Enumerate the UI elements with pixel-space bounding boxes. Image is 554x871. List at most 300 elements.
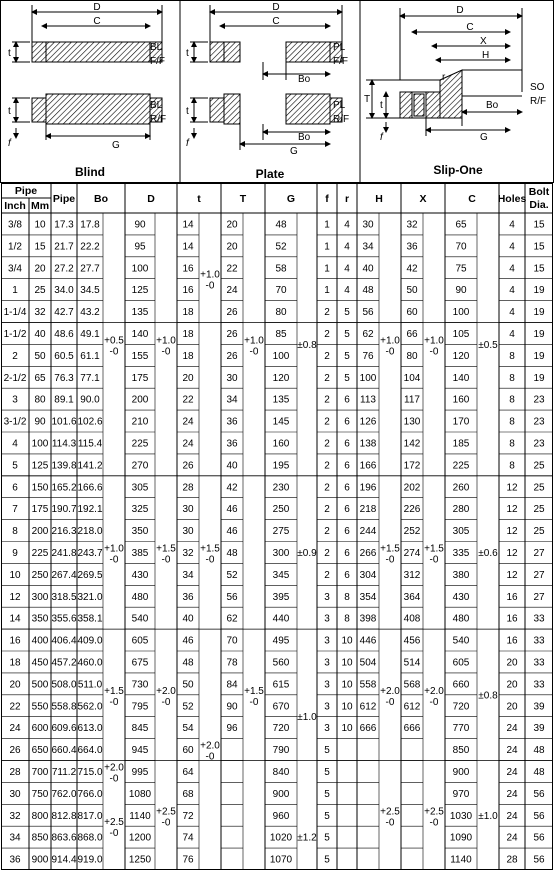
cell-d-21: 730	[131, 679, 149, 691]
cell-t-13: 46	[226, 504, 238, 516]
cell-boltdia-3: 19	[533, 285, 545, 297]
cell-x-19: 456	[403, 635, 421, 647]
cell-g-14: 275	[272, 526, 290, 538]
cell-holes-14: 12	[506, 526, 518, 538]
cell-d-9: 210	[131, 416, 149, 428]
cell-mm-5: 40	[34, 328, 46, 340]
cell-holes-4: 4	[509, 307, 515, 319]
cell-holes-11: 8	[509, 460, 515, 472]
cell-holes-16: 12	[506, 569, 518, 581]
cell-g-3: 70	[275, 285, 287, 297]
cell-mm-23: 600	[31, 723, 49, 735]
cell-x-2: 42	[406, 263, 418, 275]
label-pl-rf-2: R/F	[333, 114, 350, 125]
cell-g-23: 720	[272, 723, 290, 735]
cell-c-28: 1090	[449, 832, 473, 844]
tolerance-h-21-b: -0	[385, 817, 395, 829]
cell-pipe-8: 89.1	[54, 394, 74, 406]
cell-h-11: 166	[359, 460, 377, 472]
cell-h-4: 56	[362, 307, 374, 319]
cell-inch-18: 14	[9, 613, 21, 625]
cell-r-12: 6	[344, 482, 350, 494]
tolerance-x-22-b: -0	[429, 346, 439, 358]
cell-t-6: 26	[226, 350, 238, 362]
cell-pipe-18: 355.6	[51, 613, 77, 625]
cell-h-5: 62	[362, 328, 374, 340]
cell-f-19: 3	[324, 635, 330, 647]
tolerance-t-11: +2.0	[200, 740, 220, 752]
cell-h-16: 304	[359, 569, 377, 581]
tolerance-c-27: ±0.6	[478, 547, 498, 559]
tolerance-h-20-b: -0	[385, 696, 395, 708]
cell-f-11: 2	[324, 460, 330, 472]
cell-t-14: 46	[226, 526, 238, 538]
cell-f-18: 3	[324, 613, 330, 625]
cell-g-5: 85	[275, 328, 287, 340]
cell-h-22: 612	[359, 701, 377, 713]
tolerance-t-13: +1.5	[244, 685, 264, 697]
cell-c-23: 770	[452, 723, 470, 735]
cell-bo-28: 868.0	[77, 832, 103, 844]
tolerance-d-6: +1.5	[156, 543, 176, 555]
cell-x-7: 104	[403, 372, 421, 384]
cell-t-12: 42	[226, 482, 238, 494]
so-dim-c: C	[466, 22, 474, 33]
cell-boltdia-19: 33	[533, 635, 545, 647]
tolerance-t-10: +1.5	[200, 543, 220, 555]
cell-g-15: 300	[272, 547, 290, 559]
cell-inch-5: 1-1/2	[3, 328, 27, 340]
cell-h-20: 504	[359, 657, 377, 669]
cell-d-20: 675	[131, 657, 149, 669]
cell-inch-7: 2-1/2	[3, 372, 27, 384]
cell-t-13: 30	[182, 504, 194, 516]
cell-t-11: 26	[182, 460, 194, 472]
cell-t-15: 48	[226, 547, 238, 559]
cell-t-18: 40	[182, 613, 194, 625]
cell-x-0: 32	[406, 219, 418, 231]
cell-inch-24: 26	[9, 745, 21, 757]
cell-t-9: 36	[226, 416, 238, 428]
cell-f-16: 2	[324, 569, 330, 581]
cell-c-10: 185	[452, 438, 470, 450]
cell-t-9: 24	[182, 416, 194, 428]
cell-r-13: 6	[344, 504, 350, 516]
cell-x-17: 364	[403, 591, 421, 603]
cell-inch-29: 36	[9, 854, 21, 866]
cell-f-10: 2	[324, 438, 330, 450]
cell-c-17: 430	[452, 591, 470, 603]
cell-boltdia-21: 33	[533, 679, 545, 691]
cell-mm-29: 900	[31, 854, 49, 866]
cell-d-1: 95	[134, 241, 146, 253]
cell-t-26: 68	[182, 788, 194, 800]
cell-holes-17: 16	[506, 591, 518, 603]
cell-d-10: 225	[131, 438, 149, 450]
cell-t-29: 76	[182, 854, 194, 866]
cell-c-9: 170	[452, 416, 470, 428]
cell-pipe-1: 21.7	[54, 241, 74, 253]
cell-c-4: 100	[452, 307, 470, 319]
cell-c-18: 480	[452, 613, 470, 625]
cell-bo-21: 511.0	[77, 679, 103, 691]
cell-c-3: 90	[455, 285, 467, 297]
cell-bo-18: 358.1	[77, 613, 103, 625]
cell-g-27: 960	[272, 810, 290, 822]
cell-c-29: 1140	[450, 854, 472, 866]
cell-bo-17: 321.0	[77, 591, 103, 603]
plate-dim-bo2: Bo	[298, 132, 311, 143]
cell-inch-19: 16	[9, 635, 21, 647]
cell-c-2: 75	[455, 263, 467, 275]
header-bolt-dia-2: Dia.	[529, 199, 549, 211]
tolerance-c-29: ±1.0	[478, 810, 498, 822]
cell-holes-7: 8	[509, 372, 515, 384]
tolerance-x-23: +1.5	[424, 543, 444, 555]
tolerance-d-7-b: -0	[161, 696, 171, 708]
cell-pipe-23: 609.6	[51, 723, 77, 735]
cell-mm-13: 175	[31, 504, 49, 516]
tolerance-h-18-b: -0	[385, 346, 395, 358]
cell-r-3: 4	[344, 285, 350, 297]
cell-inch-25: 28	[9, 766, 21, 778]
cell-g-6: 100	[272, 350, 290, 362]
tolerance-bo-0-b: -0	[109, 346, 119, 358]
cell-boltdia-27: 56	[533, 810, 545, 822]
tolerance-bo-2: +1.5	[104, 685, 124, 697]
cell-mm-6: 50	[34, 350, 46, 362]
tolerance-h-21: +2.5	[380, 806, 400, 818]
header-mm: Mm	[30, 200, 50, 212]
cell-t-20: 78	[226, 657, 238, 669]
header-r: r	[344, 193, 350, 205]
cell-f-24: 5	[324, 745, 330, 757]
cell-g-21: 615	[272, 679, 290, 691]
cell-boltdia-8: 23	[533, 394, 545, 406]
cell-f-26: 5	[324, 788, 330, 800]
cell-r-11: 6	[344, 460, 350, 472]
label-bl-ff-2: F/F	[150, 56, 165, 67]
cell-x-14: 252	[403, 526, 421, 538]
cell-pipe-0: 17.3	[54, 219, 74, 231]
cell-c-22: 720	[452, 701, 470, 713]
cell-x-13: 226	[403, 504, 421, 516]
cell-boltdia-23: 39	[533, 723, 545, 735]
so-dim-bo: Bo	[486, 100, 499, 111]
cell-pipe-7: 76.3	[54, 372, 74, 384]
cell-r-2: 4	[344, 263, 350, 275]
caption-plate: Plate	[255, 167, 285, 181]
cell-t-0: 14	[182, 219, 194, 231]
cell-r-14: 6	[344, 526, 350, 538]
tolerance-bo-1: +1.0	[104, 543, 124, 555]
header-inch: Inch	[4, 200, 26, 212]
cell-boltdia-2: 15	[533, 263, 545, 275]
tolerance-g-14: ±0.8	[297, 339, 317, 351]
cell-bo-10: 115.4	[77, 438, 103, 450]
cell-inch-22: 22	[9, 701, 21, 713]
cell-mm-25: 700	[31, 766, 49, 778]
header-t: t	[197, 193, 201, 205]
cell-mm-16: 250	[31, 569, 49, 581]
cell-inch-23: 24	[9, 723, 21, 735]
cell-r-19: 10	[341, 635, 353, 647]
cell-d-23: 845	[131, 723, 149, 735]
cell-g-0: 48	[275, 219, 287, 231]
cell-holes-26: 24	[506, 788, 518, 800]
cell-r-21: 10	[341, 679, 353, 691]
cell-f-29: 5	[324, 854, 330, 866]
cell-t-10: 24	[182, 438, 194, 450]
tolerance-t-11-b: -0	[205, 751, 215, 763]
cell-g-24: 790	[272, 745, 290, 757]
cell-holes-6: 8	[509, 350, 515, 362]
blind-diagram	[8, 2, 166, 179]
cell-d-15: 385	[131, 547, 149, 559]
cell-h-2: 40	[362, 263, 374, 275]
cell-f-9: 2	[324, 416, 330, 428]
cell-mm-9: 90	[34, 416, 46, 428]
cell-pipe-3: 34.0	[54, 285, 74, 297]
cell-d-6: 155	[131, 350, 149, 362]
plate-dim-c: C	[272, 16, 280, 27]
cell-d-8: 200	[131, 394, 149, 406]
cell-d-29: 1250	[128, 854, 152, 866]
tolerance-t-13-b: -0	[249, 696, 259, 708]
cell-pipe-22: 558.8	[51, 701, 77, 713]
tolerance-h-18: +1.0	[380, 335, 400, 347]
tolerance-bo-0: +0.5	[104, 335, 124, 347]
cell-boltdia-12: 25	[533, 482, 545, 494]
cell-x-5: 66	[406, 328, 418, 340]
cell-bo-14: 218.0	[77, 526, 103, 538]
cell-bo-15: 243.7	[77, 547, 103, 559]
cell-f-20: 3	[324, 657, 330, 669]
cell-boltdia-20: 33	[533, 657, 545, 669]
cell-holes-5: 4	[509, 328, 515, 340]
tolerance-d-6-b: -0	[161, 554, 171, 566]
cell-c-13: 280	[452, 504, 470, 516]
cell-boltdia-22: 39	[533, 701, 545, 713]
cell-pipe-6: 60.5	[54, 350, 74, 362]
cell-t-8: 22	[182, 394, 194, 406]
cell-h-3: 48	[362, 285, 374, 297]
cell-h-9: 126	[359, 416, 377, 428]
header-c: C	[468, 193, 476, 205]
tolerance-x-25-b: -0	[429, 817, 439, 829]
cell-f-22: 3	[324, 701, 330, 713]
cell-t-25: 64	[182, 766, 194, 778]
cell-r-10: 6	[344, 438, 350, 450]
cell-t-22: 52	[182, 701, 194, 713]
label-so-2: R/F	[530, 96, 547, 107]
cell-mm-10: 100	[31, 438, 49, 450]
cell-mm-24: 650	[31, 745, 49, 757]
cell-holes-1: 4	[509, 241, 515, 253]
slip-on-diagram	[364, 5, 546, 177]
tolerance-x-25: +2.5	[424, 806, 444, 818]
cell-h-21: 558	[359, 679, 377, 691]
label-pl-rf-1: PL	[333, 100, 346, 111]
cell-g-17: 395	[272, 591, 290, 603]
cell-mm-3: 25	[34, 285, 46, 297]
cell-g-20: 560	[272, 657, 290, 669]
header-pipe: Pipe	[52, 193, 76, 205]
cell-holes-13: 12	[506, 504, 518, 516]
cell-pipe-29: 914.4	[51, 854, 77, 866]
cell-g-22: 670	[272, 701, 290, 713]
cell-t-11: 40	[226, 460, 238, 472]
cell-bo-26: 766.0	[77, 788, 103, 800]
cell-t-7: 30	[226, 372, 238, 384]
cell-boltdia-24: 48	[533, 745, 545, 757]
cell-holes-8: 8	[509, 394, 515, 406]
cell-holes-21: 20	[506, 679, 518, 691]
cell-t-0: 20	[226, 219, 238, 231]
so-dim-h: H	[482, 50, 490, 61]
cell-pipe-15: 241.8	[51, 547, 77, 559]
cell-t-18: 62	[226, 613, 238, 625]
tolerance-bo-3-b: -0	[109, 773, 119, 785]
tolerance-x-23-b: -0	[429, 554, 439, 566]
cell-d-11: 270	[131, 460, 149, 472]
cell-bo-8: 90.0	[80, 394, 100, 406]
cell-r-18: 8	[344, 613, 350, 625]
header-g: G	[286, 193, 296, 205]
cell-mm-12: 150	[31, 482, 49, 494]
cell-holes-20: 20	[506, 657, 518, 669]
cell-g-26: 900	[272, 788, 290, 800]
cell-pipe-12: 165.2	[51, 482, 77, 494]
cell-holes-22: 20	[506, 701, 518, 713]
cell-bo-24: 664.0	[77, 745, 103, 757]
cell-bo-13: 192.1	[77, 504, 103, 516]
cell-mm-4: 32	[34, 307, 46, 319]
cell-c-21: 660	[452, 679, 470, 691]
cell-r-1: 4	[344, 241, 350, 253]
cell-h-17: 354	[359, 591, 377, 603]
cell-c-24: 850	[452, 745, 470, 757]
cell-holes-10: 8	[509, 438, 515, 450]
cell-inch-0: 3/8	[8, 219, 22, 231]
tolerance-h-20: +2.0	[380, 685, 400, 697]
cell-t-5: 26	[226, 328, 238, 340]
cell-h-6: 76	[362, 350, 374, 362]
cell-bo-6: 61.1	[80, 350, 100, 362]
cell-pipe-26: 762.0	[51, 788, 77, 800]
cell-bo-7: 77.1	[80, 372, 100, 384]
cell-t-4: 26	[226, 307, 238, 319]
cell-mm-7: 65	[34, 372, 46, 384]
label-bl-ff-1: BL	[150, 42, 163, 53]
cell-holes-19: 16	[506, 635, 518, 647]
cell-d-3: 125	[131, 285, 149, 297]
cell-f-8: 2	[324, 394, 330, 406]
cell-mm-1: 15	[34, 241, 46, 253]
cell-pipe-13: 190.7	[51, 504, 77, 516]
cell-f-7: 2	[324, 372, 330, 384]
plate-dim-f: f	[186, 138, 189, 149]
cell-r-16: 6	[344, 569, 350, 581]
cell-d-12: 305	[131, 482, 149, 494]
cell-t-2: 16	[182, 263, 194, 275]
so-dim-x: X	[480, 36, 487, 47]
flange-diagrams	[0, 0, 554, 183]
cell-pipe-20: 457.2	[51, 657, 77, 669]
cell-bo-19: 409.0	[77, 635, 103, 647]
cell-h-19: 446	[359, 635, 377, 647]
so-dim-t: t	[380, 100, 383, 111]
cell-c-16: 380	[452, 569, 470, 581]
tolerance-h-19-b: -0	[385, 554, 395, 566]
cell-t-22: 90	[226, 701, 238, 713]
cell-boltdia-17: 27	[533, 591, 545, 603]
cell-g-16: 345	[272, 569, 290, 581]
cell-bo-3: 34.5	[80, 285, 100, 297]
cell-mm-8: 80	[34, 394, 46, 406]
cell-f-25: 5	[324, 766, 330, 778]
dim-label-g: G	[112, 140, 120, 151]
cell-bo-5: 49.1	[80, 328, 100, 340]
cell-x-16: 312	[403, 569, 421, 581]
plate-dim-bo: Bo	[298, 74, 311, 85]
cell-inch-9: 3-1/2	[3, 416, 27, 428]
cell-holes-29: 28	[506, 854, 518, 866]
so-dim-tt-b: T	[364, 94, 371, 105]
cell-x-6: 80	[406, 350, 418, 362]
cell-c-11: 225	[452, 460, 470, 472]
cell-d-0: 90	[134, 219, 146, 231]
cell-r-20: 10	[341, 657, 353, 669]
cell-r-15: 6	[344, 547, 350, 559]
cell-f-13: 2	[324, 504, 330, 516]
cell-bo-2: 27.7	[80, 263, 100, 275]
cell-pipe-21: 508.0	[51, 679, 77, 691]
cell-mm-17: 300	[31, 591, 49, 603]
cell-d-7: 175	[131, 372, 149, 384]
cell-holes-27: 24	[506, 810, 518, 822]
cell-boltdia-18: 33	[533, 613, 545, 625]
cell-boltdia-5: 19	[533, 328, 545, 340]
tolerance-c-28: ±0.8	[478, 690, 498, 702]
cell-r-6: 5	[344, 350, 350, 362]
cell-t-1: 14	[182, 241, 194, 253]
cell-bo-12: 166.6	[77, 482, 103, 494]
cell-f-28: 5	[324, 832, 330, 844]
cell-c-7: 140	[452, 372, 470, 384]
cell-boltdia-1: 15	[533, 241, 545, 253]
cell-t-19: 70	[226, 635, 238, 647]
cell-d-22: 795	[131, 701, 149, 713]
label-bl-rf-2: R/F	[150, 114, 167, 125]
caption-slip-on: Slip-One	[433, 163, 483, 177]
cell-holes-9: 8	[509, 416, 515, 428]
cell-inch-12: 6	[12, 482, 18, 494]
cell-g-18: 440	[272, 613, 290, 625]
plate-dim-t: t	[186, 48, 189, 59]
header-x: X	[419, 193, 427, 205]
cell-holes-23: 24	[506, 723, 518, 735]
caption-blind: Blind	[75, 165, 105, 179]
cell-holes-12: 12	[506, 482, 518, 494]
cell-bo-4: 43.2	[80, 307, 100, 319]
cell-inch-10: 4	[12, 438, 18, 450]
cell-x-23: 666	[403, 723, 421, 735]
flange-dimension-table	[1, 183, 553, 870]
cell-g-9: 145	[272, 416, 290, 428]
cell-h-15: 266	[359, 547, 377, 559]
cell-t-3: 16	[182, 285, 194, 297]
